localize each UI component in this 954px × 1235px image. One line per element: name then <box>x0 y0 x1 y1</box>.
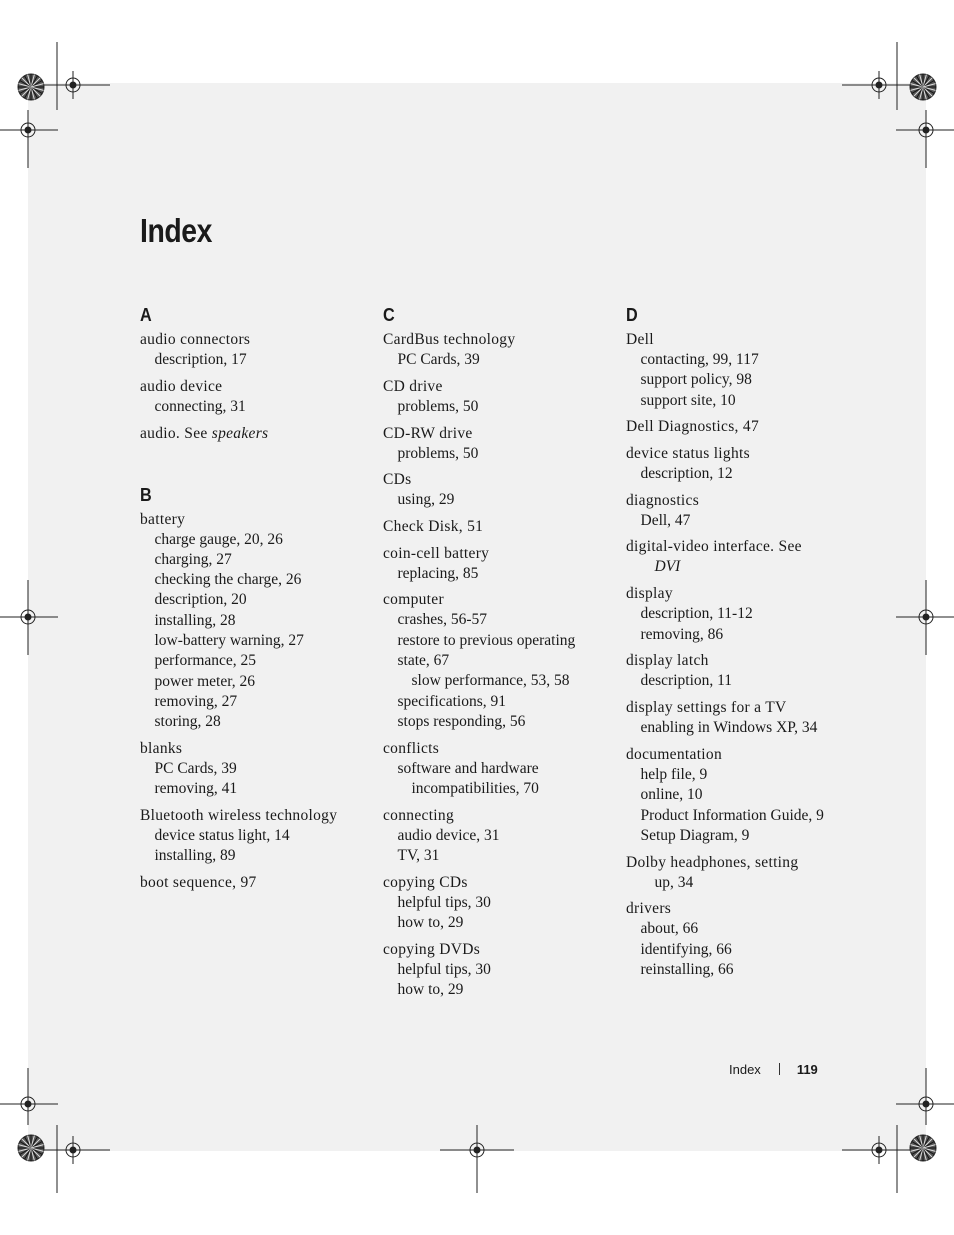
index-term-text: CardBus technology <box>383 331 516 348</box>
index-entry <box>383 739 613 800</box>
index-term-text: device status lights <box>626 444 750 462</box>
index-term-text: Dell Diagnostics, 47 <box>626 418 759 436</box>
index-subentry: problems, 50 <box>397 444 479 462</box>
index-subentry: connecting, 31 <box>154 397 246 415</box>
index-entry <box>140 739 370 800</box>
index-subentry-continuation: slow performance, 53, 58 <box>411 672 570 690</box>
index-term-text: copying DVDs <box>383 941 481 959</box>
index-term-text: Bluetooth wireless technology <box>140 807 338 825</box>
index-term <box>626 444 856 464</box>
index-entry <box>626 745 856 846</box>
index-subentry: enabling in Windows XP, 34 <box>640 719 818 737</box>
index-entry <box>383 544 613 584</box>
index-term <box>383 590 613 610</box>
index-entry <box>626 417 856 437</box>
index-subentry: device status light, 14 <box>154 827 290 845</box>
index-term-text: Dell <box>626 331 654 348</box>
index-subentry: identifying, 66 <box>640 940 732 958</box>
index-entry <box>383 873 613 934</box>
index-subentry: help file, 9 <box>640 765 708 783</box>
index-subentry: checking the charge, 26 <box>154 571 302 589</box>
index-column-1 <box>140 304 370 905</box>
index-subentry: how to, 29 <box>397 981 464 999</box>
index-term-text: audio connectors <box>140 331 251 348</box>
index-term-text: CD-RW drive <box>383 424 473 442</box>
index-subentry: storing, 28 <box>154 713 221 731</box>
index-term-text: display latch <box>626 652 709 670</box>
index-subentry: description, 12 <box>640 464 733 482</box>
index-term-text: connecting <box>383 806 455 824</box>
index-subentry: stops responding, 56 <box>397 712 526 730</box>
index-term-text: display <box>626 585 673 603</box>
index-term-text: audio. See <box>140 424 212 442</box>
index-term <box>626 537 856 557</box>
index-entry <box>140 510 370 733</box>
index-term-text: battery <box>140 510 186 528</box>
index-term-text: display settings for a TV <box>626 699 787 717</box>
index-entry <box>140 377 370 417</box>
index-subentry: installing, 89 <box>154 847 236 865</box>
index-subentry: helpful tips, 30 <box>397 893 491 911</box>
index-entry <box>626 698 856 738</box>
index-term <box>383 806 613 826</box>
index-term <box>140 424 370 444</box>
index-subentry: PC Cards, 39 <box>154 760 237 778</box>
index-subentry: power meter, 26 <box>154 672 256 690</box>
index-subentry: problems, 50 <box>397 397 479 415</box>
footer-divider <box>779 1063 780 1075</box>
index-subentry: TV, 31 <box>397 847 440 865</box>
index-subentry: removing, 41 <box>154 780 238 798</box>
index-term <box>383 739 613 759</box>
section-letter: D <box>626 305 638 325</box>
index-subentry: online, 10 <box>640 786 703 804</box>
index-term-text: boot sequence, 97 <box>140 874 257 892</box>
index-term-continuation: up, 34 <box>654 873 694 891</box>
index-term-text: coin-cell battery <box>383 544 490 562</box>
index-term-reference: speakers <box>211 424 269 442</box>
index-term <box>383 330 613 350</box>
index-entry <box>140 330 370 370</box>
index-subentry: restore to previous operating <box>397 631 576 649</box>
index-term-text: CDs <box>383 471 412 489</box>
index-subentry: description, 11 <box>640 672 733 690</box>
index-subentry: support policy, 98 <box>640 371 752 389</box>
index-entry <box>383 377 613 417</box>
index-subentry: contacting, 99, 117 <box>640 351 759 368</box>
index-term <box>140 806 370 826</box>
index-term <box>383 873 613 893</box>
index-term <box>626 853 856 873</box>
index-subentry: helpful tips, 30 <box>397 961 491 979</box>
index-entry <box>626 584 856 645</box>
index-term <box>383 470 613 490</box>
page-number: 119 <box>796 1062 818 1077</box>
index-entry <box>383 424 613 464</box>
index-column-2 <box>383 304 613 1013</box>
index-column-3 <box>626 304 856 992</box>
section-letter: B <box>140 484 152 505</box>
page-title: Index <box>140 212 212 249</box>
index-entry <box>140 806 370 867</box>
index-entry <box>626 330 856 411</box>
index-term <box>140 377 370 397</box>
index-section-a <box>140 304 370 444</box>
footer-section: Index <box>729 1062 761 1077</box>
index-term <box>383 544 613 564</box>
index-entry <box>626 651 856 691</box>
index-subentry: description, 20 <box>154 591 247 609</box>
section-letter: C <box>383 305 395 325</box>
index-term-text: audio device <box>140 377 223 395</box>
index-term-text: copying CDs <box>383 873 468 891</box>
index-entry <box>383 590 613 732</box>
index-subentry: charge gauge, 20, 26 <box>154 530 283 548</box>
index-subentry: Product Information Guide, 9 <box>640 806 824 824</box>
index-subentry: software and hardware <box>397 759 539 777</box>
index-entry <box>383 517 613 537</box>
index-term-text: Dolby headphones, setting <box>626 853 799 871</box>
index-entry <box>626 853 856 893</box>
index-term <box>140 510 370 530</box>
index-term <box>626 330 856 350</box>
index-term <box>626 491 856 511</box>
page-footer <box>729 1062 818 1077</box>
index-subentry: specifications, 91 <box>397 692 506 710</box>
index-term-text: computer <box>383 591 444 609</box>
index-subentry: PC Cards, 39 <box>397 351 480 368</box>
index-entry <box>383 470 613 510</box>
index-entry <box>140 873 370 893</box>
index-term-text: diagnostics <box>626 491 700 509</box>
index-subentry: crashes, 56-57 <box>397 611 488 629</box>
index-subentry: state, 67 <box>397 652 450 670</box>
index-term-text: digital-video interface. See <box>626 538 802 556</box>
index-section-d <box>626 304 856 980</box>
index-term <box>626 698 856 718</box>
section-letter: A <box>140 305 152 325</box>
index-subentry: removing, 86 <box>640 625 724 643</box>
index-term-text: Check Disk, 51 <box>383 518 484 536</box>
index-term <box>383 377 613 397</box>
index-subentry: description, 17 <box>154 351 247 368</box>
index-term <box>626 745 856 765</box>
index-subentry-continuation: incompatibilities, 70 <box>411 780 539 798</box>
index-term <box>626 899 856 919</box>
index-term-text: conflicts <box>383 739 440 757</box>
index-term-text: CD drive <box>383 377 443 395</box>
index-subentry: performance, 25 <box>154 652 257 670</box>
index-term <box>626 417 856 437</box>
index-entry <box>140 424 370 444</box>
index-term-text: drivers <box>626 900 672 918</box>
index-subentry: replacing, 85 <box>397 564 479 582</box>
index-entry <box>383 330 613 370</box>
index-term <box>383 517 613 537</box>
index-term-text: documentation <box>626 745 723 763</box>
index-subentry: Setup Diagram, 9 <box>640 826 750 844</box>
index-subentry: using, 29 <box>397 491 455 509</box>
index-subentry: about, 66 <box>640 920 699 938</box>
index-term <box>140 873 370 893</box>
index-term <box>140 330 370 350</box>
index-subentry: charging, 27 <box>154 550 232 568</box>
index-entry <box>626 491 856 531</box>
index-subentry: description, 11-12 <box>640 605 753 623</box>
index-subentry: Dell, 47 <box>640 511 691 529</box>
index-term <box>383 940 613 960</box>
index-subentry: audio device, 31 <box>397 826 500 844</box>
index-section-b <box>140 484 370 894</box>
index-entry <box>626 537 856 577</box>
index-term <box>626 651 856 671</box>
index-entry <box>383 806 613 867</box>
index-entry <box>626 899 856 980</box>
index-subentry: installing, 28 <box>154 611 236 629</box>
index-subentry: reinstalling, 66 <box>640 961 734 979</box>
index-term <box>383 424 613 444</box>
index-term-continuation: DVI <box>654 558 681 576</box>
index-term <box>626 584 856 604</box>
index-entry <box>383 940 613 1001</box>
index-entry <box>626 444 856 484</box>
index-subentry: low-battery warning, 27 <box>154 632 304 650</box>
index-subentry: removing, 27 <box>154 692 238 710</box>
index-subentry: support site, 10 <box>640 391 736 409</box>
index-subentry: how to, 29 <box>397 914 464 932</box>
index-term-text: blanks <box>140 740 183 758</box>
index-section-c <box>383 304 613 1001</box>
index-term <box>140 739 370 759</box>
